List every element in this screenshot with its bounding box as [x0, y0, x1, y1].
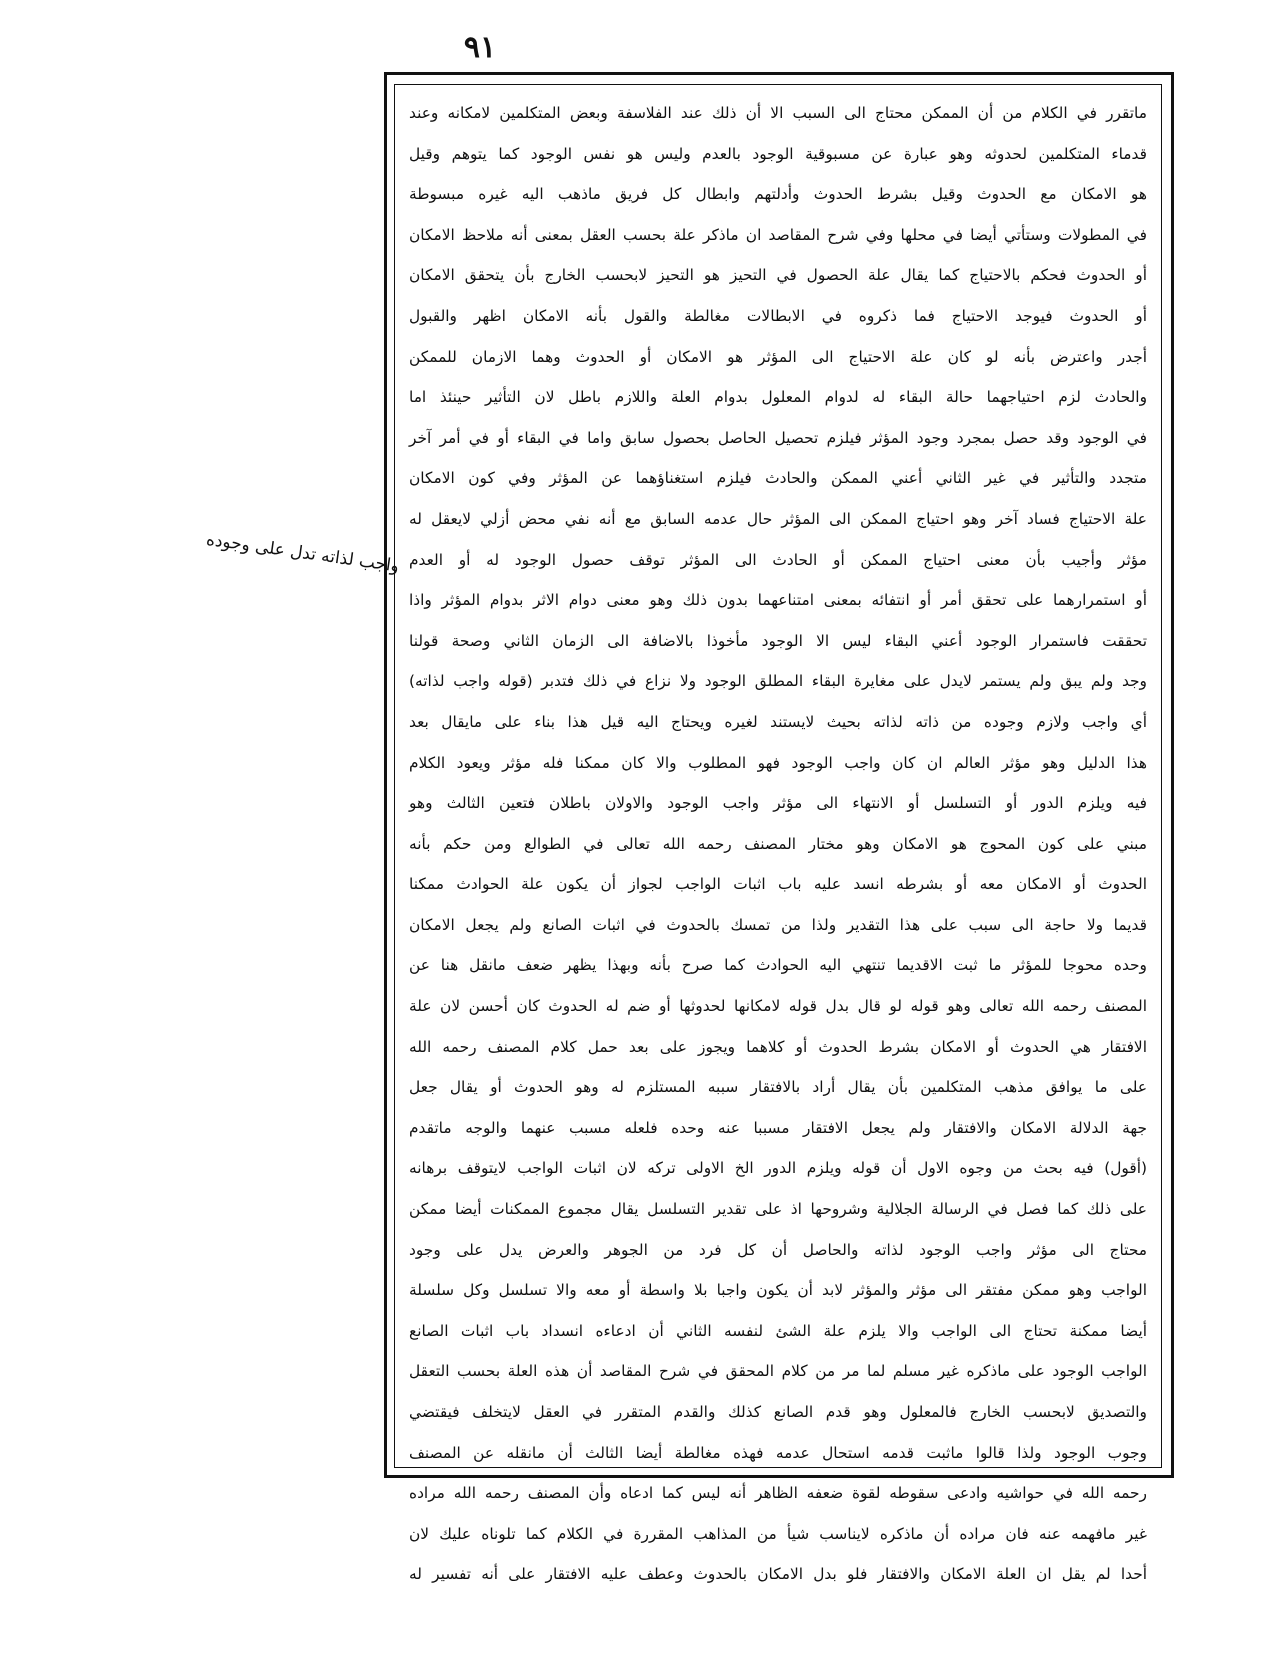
text-line: أيضا ممكنة تحتاج الى الواجب والا يلزم علة الشئ لنفسه الثاني أن ادعاءه انسداد باب اثبات الصانع — [409, 1321, 1147, 1340]
text-line: هو الامكان مع الحدوث وقيل بشرط الحدوث وأدلتهم وابطال كل فريق ماذهب اليه غيره مبسوطة — [409, 185, 1147, 204]
text-line: تحققت فاستمرار الوجود أعني البقاء ليس الا الوجود مأخوذا بالاضافة الى الزمان الثاني وصحة قولنا — [409, 631, 1147, 650]
text-line: الواجب وهو ممكن مفتقر الى مؤثر والمؤثر لابد أن يكون واجبا بلا واسطة أو معه والا تسلسل وكل سلسلة — [409, 1281, 1147, 1300]
text-line: أو استمرارهما على تحقق أمر أو انتفائه بمعنى امتناعهما بدون ذلك وهو معنى دوام الاثر بدوام المؤثر واذا — [409, 591, 1147, 610]
text-line: قديما ولا حاجة الى سبب على هذا التقدير ولذا من تمسك بالحدوث في اثبات الصانع ولم يجعل الامكان — [409, 915, 1147, 934]
margin-note: واجب لذاته تدل على وجوده — [204, 529, 401, 577]
text-line: متجدد والتأثير في غير الثاني أعني الممكن والحادث فيلزم استغناؤهما عن المؤثر وفي كون الامكان — [409, 469, 1147, 488]
text-line: ماتقرر في الكلام من أن الممكن محتاج الى السبب الا أن ذلك عند الفلاسفة وبعض المتكلمين لامكانه وعند — [409, 104, 1147, 122]
text-line: جهة الدلالة الامكان والافتقار ولم يجعل الافتقار مسببا عنه وحده فلعله مسبب عنهما والوجه ماتقدم — [409, 1118, 1147, 1137]
text-line: الافتقار هي الحدوث أو الامكان بشرط الحدوث أو كلاهما ويجوز على بعد حمل كلام المصنف رحمه الله — [409, 1037, 1147, 1056]
text-line: على ما يوافق مذهب المتكلمين بأن يقال أراد بالافتقار سببه المستلزم له وهو الحدوث أو يقال جعل — [409, 1078, 1147, 1097]
text-line: فيه ويلزم الدور أو التسلسل أو الانتهاء الى مؤثر واجب الوجود والاولان باطلان فتعين الثالث وهو — [409, 794, 1147, 813]
text-line: رحمه الله في حواشيه وادعى سقوطه لقوة ضعفه الظاهر أنه ليس كما ادعاه وأن المصنف رحمه الله مراده — [409, 1484, 1147, 1503]
text-line: والحادث لزم احتياجهما حالة البقاء له لدوام المعلول بدوام العلة واللازم باطل لان التأثير حينئذ اما — [409, 388, 1147, 407]
text-line: وحده محوجا للمؤثر ما ثبت الاقديما تنتهي اليه الحوادث كما صرح بأنه وبهذا يظهر ضعف مانقل هنا عن — [409, 956, 1147, 975]
text-line: أو الحدوث فيوجد الاحتياج فما ذكروه في الابطالات مغالطة والقول بأنه الامكان اظهر والقبول — [409, 306, 1147, 325]
text-line: والتصديق لابحسب الخارج فالمعلول وهو قدم الصانع كذلك والقدم المتقرر في العقل لايتخلف فيقتضي — [409, 1403, 1147, 1421]
text-line: (أقول) فيه بحث من وجوه الاول أن قوله ويلزم الدور الخ الاولى تركه لان اثبات الواجب لايتوقف برهانه — [409, 1159, 1147, 1178]
text-line: أي واجب ولازم وجوده من ذاته لذاته بحيث لايستند لغيره ويحتاج اليه قيل هذا بناء على مايقال بعد — [409, 712, 1147, 731]
text-line: علة الاحتياج فساد آخر وهو احتياج الممكن الى المؤثر حال عدمه السابق مع أنه نفي محض أزلي لايعقل له — [409, 509, 1147, 528]
text-line: مؤثر وأجيب بأن معنى احتياج الممكن أو الحادث الى المؤثر توقف حصول الوجود له أو العدم — [409, 550, 1147, 569]
text-line: غير مافهمه عنه فان مراده أن ماذكره لايناسب شيأ من المذاهب المقررة في الكلام كما تلوناه عليك لان — [409, 1524, 1147, 1543]
page-number: ٩١ — [463, 30, 497, 65]
text-line: الحدوث أو الامكان معه أو بشرطه انسد عليه باب اثبات الواجب لجواز أن يكون علة الحوادث ممكنا — [409, 875, 1147, 894]
text-line: أحدا لم يقل ان العلة الامكان والافتقار فلو بدل الامكان بالحدوث وعطف عليه الافتقار على أنه تفسير له — [409, 1565, 1147, 1584]
text-line: هذا الدليل وهو مؤثر العالم ان كان واجب الوجود فهو المطلوب والا كان ممكنا فله مؤثر ويعود الكلام — [409, 753, 1147, 772]
text-line: محتاج الى مؤثر واجب الوجود لذاته والحاصل أن كل فرد من الجوهر والعرض يدل على وجود — [409, 1240, 1147, 1259]
text-line: قدماء المتكلمين لحدوثه وهو عبارة عن مسبوقية الوجود بالعدم وليس هو نفس الوجود كما يتوهم وقيل — [409, 144, 1147, 163]
text-line: في المطولات وستأتي أيضا في محلها وفي شرح المقاصد ان ماذكر علة بحسب العقل بمعنى أنه ملاحظ الامكان — [409, 225, 1147, 244]
text-line: على ذلك كما فصل في الرسالة الجلالية وشروحها اذ على تقدير التسلسل يقال مجموع الممكنات أيضا ممكن — [409, 1200, 1147, 1219]
page-frame-inner — [394, 84, 1162, 1584]
text-line: الواجب الوجود على ماذكره غير مسلم لما مر من كلام المحقق في شرح المقاصد أن هذه العلة بحسب التعقل — [409, 1362, 1147, 1381]
text-line: في الوجود وقد حصل بمجرد وجود المؤثر فيلزم تحصيل الحاصل بحصول سابق واما في البقاء أو في أمر آخر — [409, 428, 1147, 447]
text-line: أو الحدوث فحكم بالاحتياج كما يقال علة الحصول في التحيز هو التحيز لابحسب الخارج بأن يتحقق الامكان — [409, 266, 1147, 285]
text-line: مبني على كون المحوج هو الامكان وهو مختار المصنف رحمه الله تعالى في الطوالع ومن حكم بأنه — [409, 834, 1147, 853]
text-line: وجد ولم يبق ولم يستمر لايدل على مغايرة البقاء المطلق الوجود ولا نزاع في ذلك فتدبر (قوله واجب لذاته) — [409, 672, 1147, 691]
text-line: أجدر واعترض بأنه لو كان علة الاحتياج الى المؤثر هو الامكان أو الحدوث وهما الازمان للممكن — [409, 347, 1147, 366]
text-line: وجوب الوجود ولذا قالوا ماثبت قدمه استحال عدمه فهذه مغالطة أيضا الثالث أن مانقله عن المصنف — [409, 1443, 1147, 1462]
main-text-body — [409, 93, 1147, 1595]
text-line: المصنف رحمه الله تعالى وهو قوله لو قال بدل قوله لامكانها لحدوثها أو ضم له الحدوث كان أحسن لان علة — [409, 997, 1147, 1016]
